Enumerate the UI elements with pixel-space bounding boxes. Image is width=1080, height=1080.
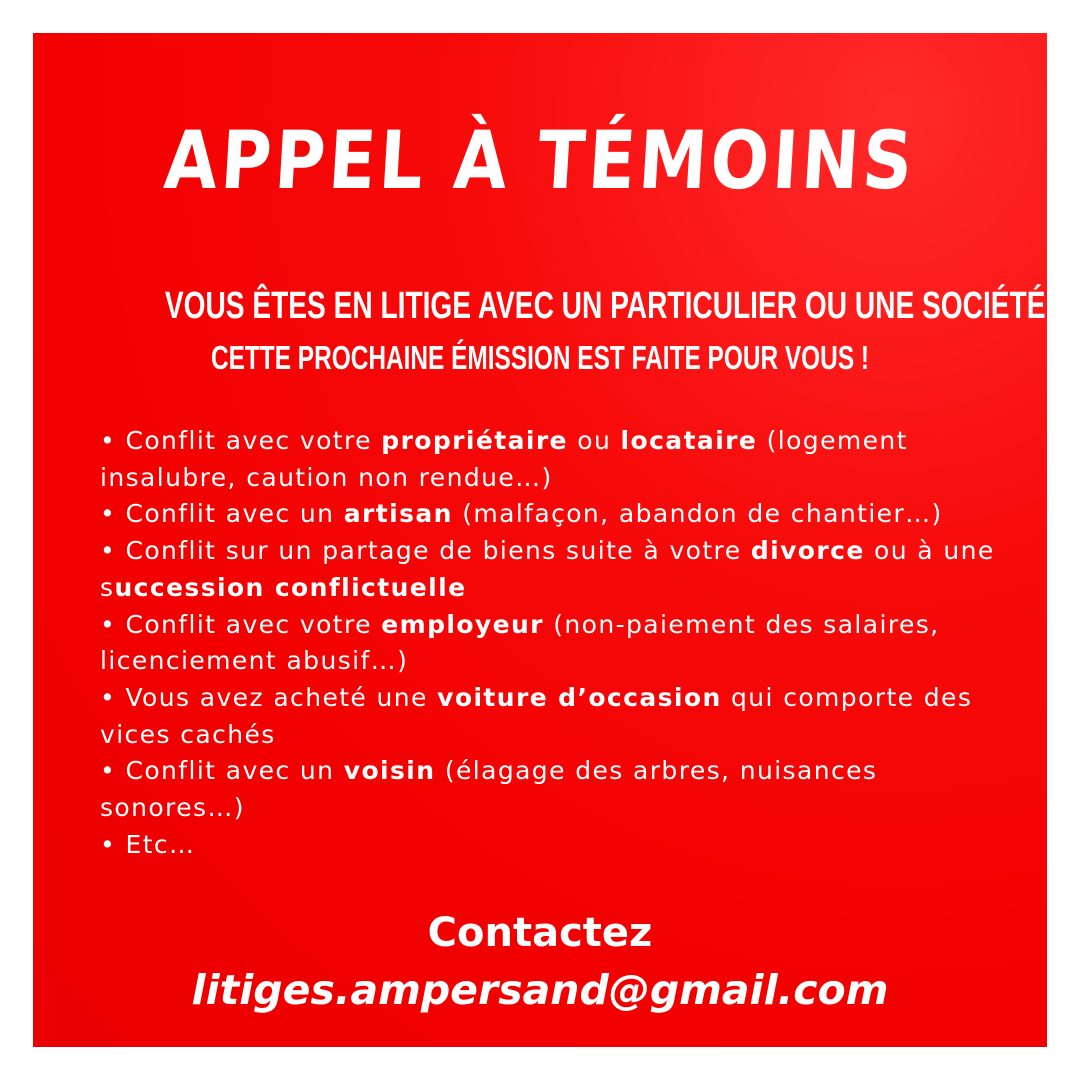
- list-item: • Conflit avec votre propriétaire ou locataire (logement insalubre, caution non rendue…): [100, 426, 908, 492]
- list-item: • Conflit avec votre employeur (non-paiement des salaires, licenciement abusif…): [100, 609, 940, 676]
- contact-email[interactable]: litiges.ampersand@gmail.com: [191, 966, 889, 1014]
- poster-title: APPEL À TÉMOINS: [161, 114, 919, 207]
- list-item: • Vous avez acheté une voiture d’occasion qui comporte des vices cachés: [100, 682, 973, 749]
- headline-question: VOUS ÊTES EN LITIGE AVEC UN PARTICULIER OU UNE SOCIÉTÉ ?: [164, 285, 1071, 327]
- list-item: • Conflit avec un voisin (élagage des arbres, nuisances sonores…): [100, 756, 878, 823]
- conflict-list: [100, 423, 1000, 863]
- list-item: • Conflit avec un artisan (malfaçon, abandon de chantier…): [100, 499, 943, 529]
- poster: [33, 33, 1071, 1047]
- list-item: • Conflit sur un partage de biens suite à votre divorce ou à une succession conflictuelle: [100, 536, 995, 602]
- contact-label: Contactez: [427, 910, 653, 956]
- list-item: • Etc…: [100, 829, 196, 859]
- headline-subtitle: CETTE PROCHAINE ÉMISSION EST FAITE POUR VOUS !: [210, 339, 870, 376]
